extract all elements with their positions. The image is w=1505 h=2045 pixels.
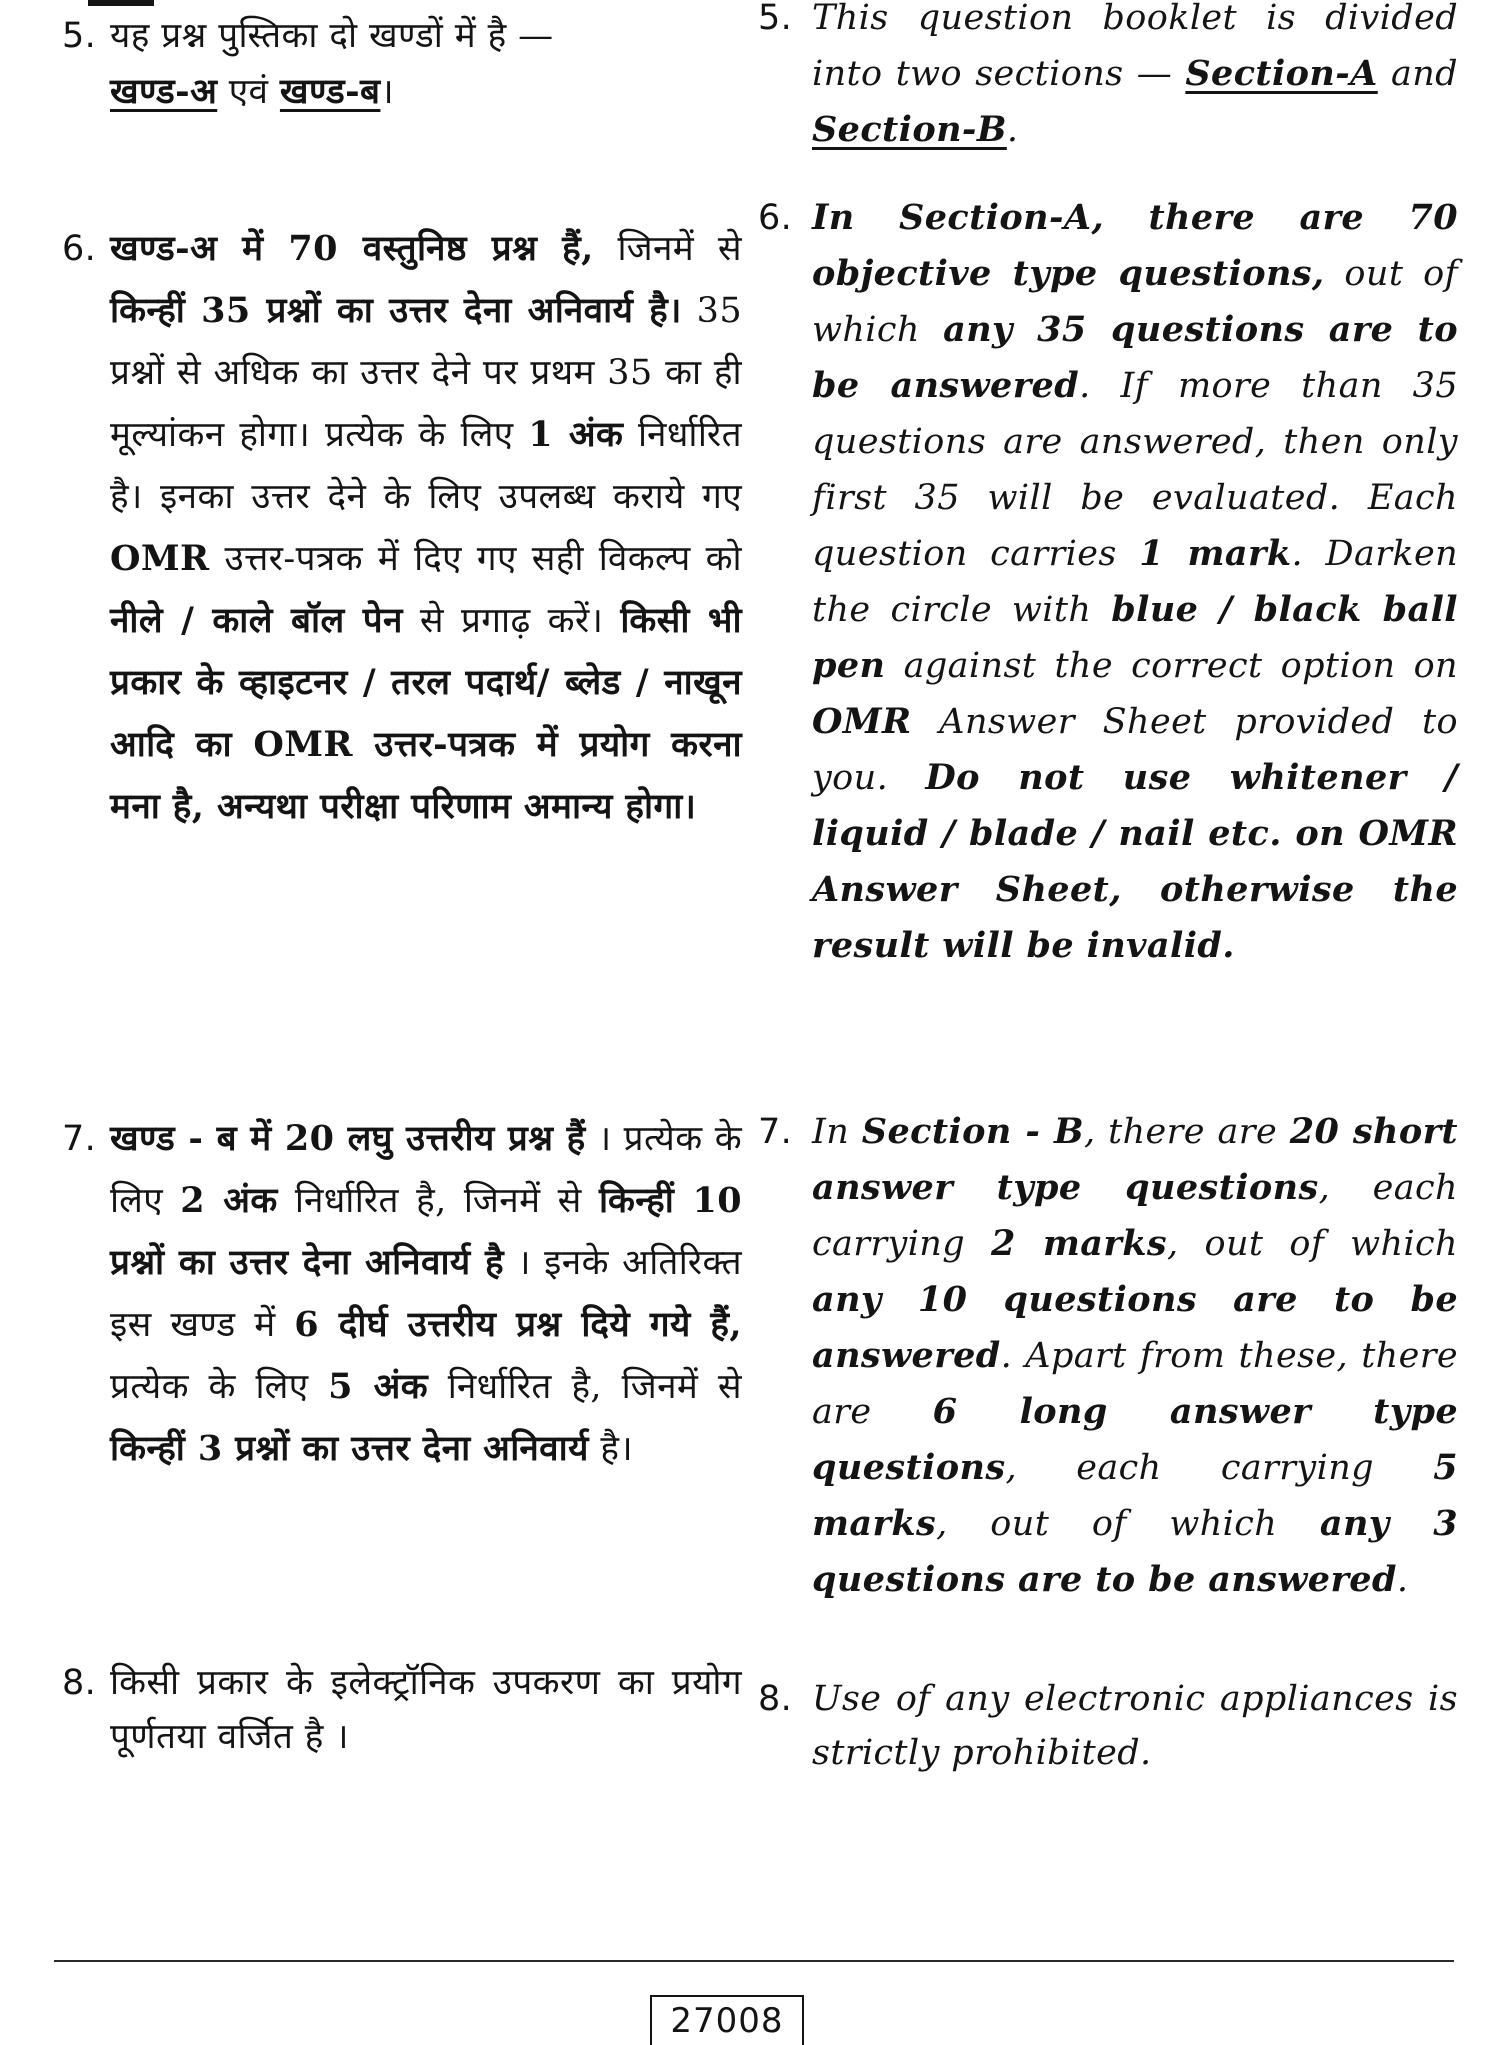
paper-code: 27008 [650,1995,804,2045]
item-number: 6. [62,229,97,269]
section-b-label: Section-B [812,109,1007,150]
item-text: In Section - B, there are 20 short answer type questions, each carrying 2 marks, out of which any 10 questions are to be answered. Apart from these, there are 6 long answer type questions, each carrying 5 marks, out of which any 3 questions are to be answered. [812,1111,1459,1600]
section-a-label: Section-A [1185,53,1378,94]
english-item-5 [758,0,1458,158]
item-number: 7. [758,1112,793,1152]
item-number: 7. [62,1119,97,1159]
item-number: 8. [758,1679,793,1719]
hindi-item-5 [62,8,742,120]
footer-rule [54,1960,1454,1962]
item-text: In Section-A, there are 70 objective type questions, out of which any 35 questions are to be answered. If more than 35 questions are answered, then only first 35 will be evaluated. Each question carries 1 mark. Darken the circle with blue / black ball pen against the correct option on OMR Answer Sheet provided to you. Do not use whitener / liquid / blade / nail etc. on OMR Answer Sheet, otherwise the result will be invalid. [812,197,1459,966]
english-item-8 [758,1672,1458,1780]
item-text: Use of any electronic appliances is strictly prohibited. [812,1679,1458,1773]
item-text: किसी प्रकार के इलेक्ट्रॉनिक उपकरण का प्रयोग पूर्णतया वर्जित है । [110,1663,742,1757]
section-b-label: खण्ड-ब [279,71,381,112]
item-number: 5. [62,16,97,56]
item-text: खण्ड - ब में 20 लघु उत्तरीय प्रश्न हैं । प्रत्येक के लिए 2 अंक निर्धारित है, जिनमें से किन्हीं 10 प्रश्नों का उत्तर देना अनिवार्य है । इनके अतिरिक्त इस खण्ड में 6 दीर्घ उत्तरीय प्रश्न दिये गये हैं, प्रत्येक के लिए 5 अंक निर्धारित है, जिनमें से किन्हीं 3 प्रश्नों का उत्तर देना अनिवार्य है। [110,1118,743,1469]
english-item-6 [758,190,1458,974]
hindi-item-7 [62,1108,742,1480]
item-number: 5. [758,0,793,38]
english-item-7 [758,1104,1458,1608]
item-text: This question booklet is divided into two sections — Section-A and Section-B. [812,0,1458,150]
item-number: 8. [62,1663,97,1703]
item-text: खण्ड-अ में 70 वस्तुनिष्ठ प्रश्न हैं, जिनमें से किन्हीं 35 प्रश्नों का उत्तर देना अनिवार्य है। 35 प्रश्नों से अधिक का उत्तर देने पर प्रथम 35 का ही मूल्यांकन होगा। प्रत्येक के लिए 1 अंक निर्धारित है। इनका उत्तर देने के लिए उपलब्ध कराये गए OMR उत्तर-पत्रक में दिए गए सही विकल्प को नीले / काले बॉल पेन से प्रगाढ़ करें। किसी भी प्रकार के व्हाइटनर / तरल पदार्थ/ ब्लेड / नाखून आदि का OMR उत्तर-पत्रक में प्रयोग करना मना है, अन्यथा परीक्षा परिणाम अमान्य होगा। [110,228,743,827]
hindi-item-6 [62,218,742,838]
hindi-item-8 [62,1656,742,1764]
corner-mark [88,0,154,6]
section-a-label: खण्ड-अ [110,71,218,112]
item-text: यह प्रश्न पुस्तिका दो खण्डों में है — खण्ड-अ एवं खण्ड-ब। [110,16,554,112]
item-number: 6. [758,198,793,238]
